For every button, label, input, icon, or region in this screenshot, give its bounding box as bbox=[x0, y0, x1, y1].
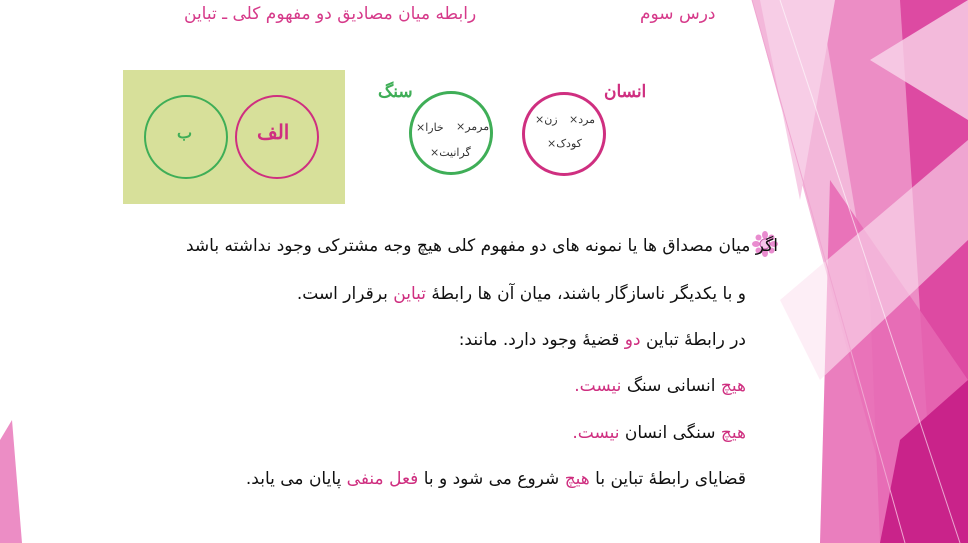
example-1-nist: نیست. bbox=[574, 376, 622, 396]
concept-circle-stone bbox=[409, 91, 493, 175]
body-line-6-pre: قضایای رابطۀ تباین با bbox=[595, 469, 746, 489]
body-line-2-post: برقرار است. bbox=[296, 284, 388, 304]
body-line-3-pre: در رابطۀ تباین bbox=[645, 330, 746, 350]
venn-diagram bbox=[123, 70, 345, 204]
body-line-6-negative-verb: فعل منفی bbox=[346, 469, 419, 489]
body-line-6-hich: هیچ bbox=[564, 469, 590, 489]
body-line-6 bbox=[246, 469, 746, 489]
example-2-nist: نیست. bbox=[572, 423, 620, 443]
topic-title: رابطه میان مصادیق دو مفهوم کلی ـ تباین bbox=[184, 4, 477, 24]
human-item: زن× bbox=[535, 113, 558, 126]
human-item: مرد× bbox=[569, 113, 596, 126]
example-1-hich: هیچ bbox=[720, 376, 746, 396]
concept-title-human: انسان bbox=[604, 82, 647, 102]
stone-item: خارا× bbox=[416, 121, 444, 134]
body-line-2 bbox=[297, 284, 746, 304]
stone-item: مرمر× bbox=[456, 120, 490, 133]
body-line-1-text: اگر میان مصداق ها یا نمونه های دو مفهوم کلی هیچ وجه مشترکی وجود نداشته باشد bbox=[185, 236, 778, 256]
body-line-3-post: قضیۀ وجود دارد. مانند: bbox=[458, 330, 620, 350]
body-line-3-highlight: دو bbox=[624, 330, 641, 350]
body-line-3 bbox=[459, 330, 746, 350]
example-2-middle: سنگی انسان bbox=[624, 423, 716, 443]
venn-label-alef: الف bbox=[257, 120, 290, 144]
example-line-2 bbox=[572, 423, 746, 443]
venn-label-b: ب bbox=[177, 123, 193, 142]
lesson-title: درس سوم bbox=[640, 4, 716, 24]
concept-circle-human bbox=[522, 92, 606, 176]
example-2-hich: هیچ bbox=[720, 423, 746, 443]
body-line-6-mid: شروع می شود و با bbox=[423, 469, 560, 489]
example-1-middle: انسانی سنگ bbox=[626, 376, 716, 396]
human-item: کودک× bbox=[547, 137, 582, 150]
concept-title-stone: سنگ bbox=[378, 82, 413, 102]
body-line-2-highlight: تباین bbox=[393, 284, 426, 304]
stone-item: گرانیت× bbox=[430, 146, 471, 159]
body-line-2-pre: و با یکدیگر ناسازگار باشند، میان آن ها رابطۀ bbox=[431, 284, 746, 304]
example-line-1 bbox=[574, 376, 746, 396]
body-line-1 bbox=[186, 236, 778, 256]
body-line-6-post: پایان می یابد. bbox=[245, 469, 342, 489]
